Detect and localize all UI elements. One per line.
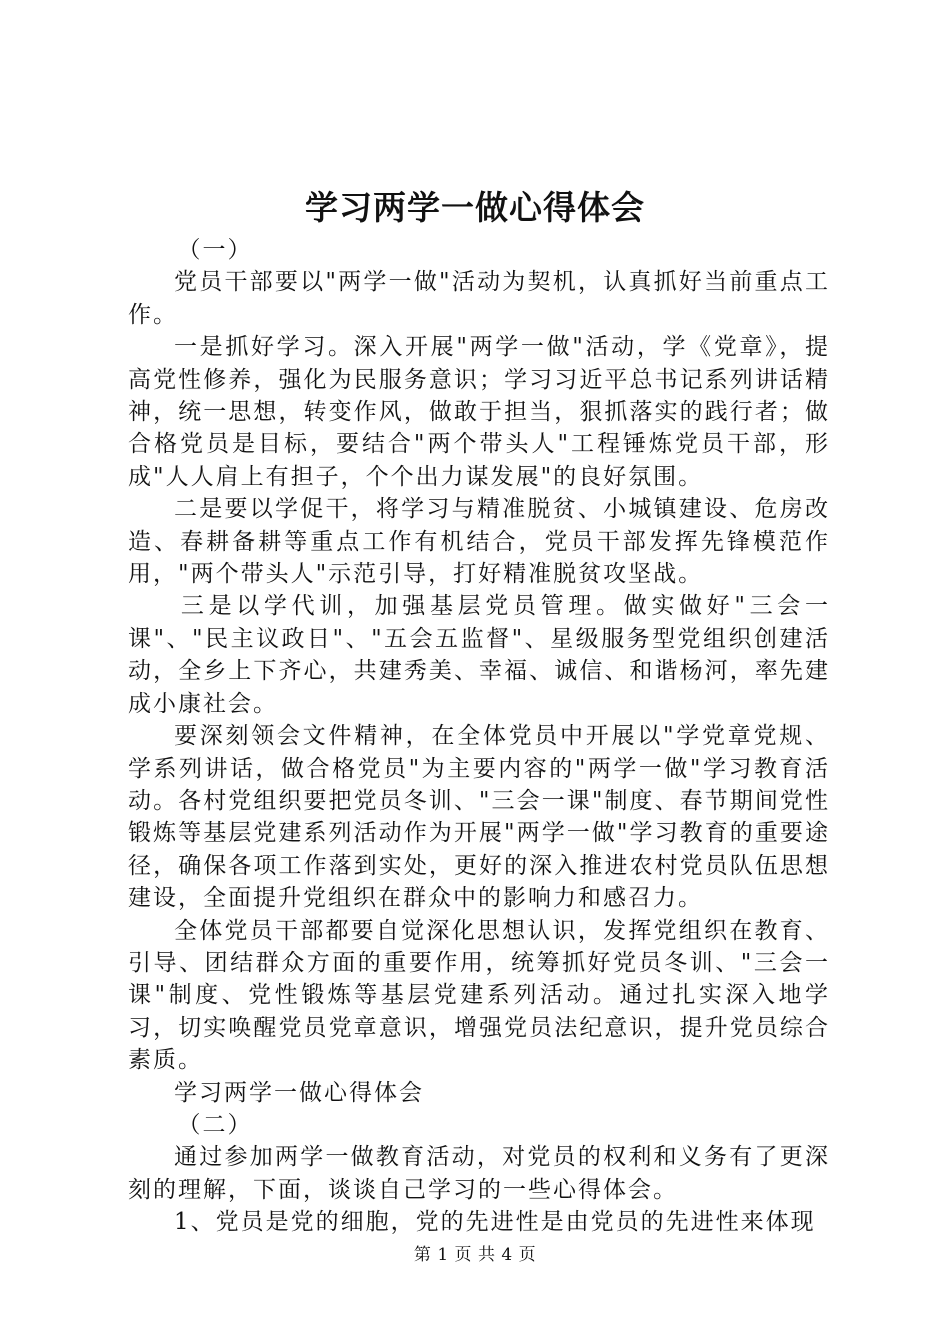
- paragraph: 二是要以学促干，将学习与精准脱贫、小城镇建设、危房改造、春耕备耕等重点工作有机结合，党员干部发挥先锋模范作用，"两个带头人"示范引导，打好精准脱贫攻坚战。: [128, 496, 830, 588]
- document-body: [128, 234, 830, 1239]
- subheading: 学习两学一做心得体会: [174, 1079, 424, 1106]
- document-title: 学习两学一做心得体会: [305, 188, 645, 227]
- paragraph: 通过参加两学一做教育活动，对党员的权利和义务有了更深刻的理解，下面，谈谈自己学习的一些心得体会。: [128, 1144, 830, 1203]
- paragraph: 党员干部要以"两学一做"活动为契机，认真抓好当前重点工作。: [128, 269, 830, 328]
- paragraph: 要深刻领会文件精神，在全体党员中开展以"学党章党规、学系列讲话，做合格党员"为主要内容的"两学一做"学习教育活动。各村党组织要把党员冬训、"三会一课"制度、春节期间党性锻炼等基层党建系列活动作为开展"两学一做"学习教育的重要途径，确保各项工作落到实处，更好的深入推进农村党员队伍思想建设，全面提升党组织在群众中的影响力和感召力。: [128, 723, 830, 912]
- paragraph: 一是抓好学习。深入开展"两学一做"活动，学《党章》，提高党性修养，强化为民服务意识；学习习近平总书记系列讲话精神，统一思想，转变作风，做敢于担当，狠抓落实的践行者；做合格党员是目标，要结合"两个带头人"工程锤炼党员干部，形成"人人肩上有担子，个个出力谋发展"的良好氛围。: [128, 334, 830, 490]
- paragraph: 1、党员是党的细胞，党的先进性是由党员的先进性来体现: [174, 1209, 816, 1236]
- page-footer: 第 1 页 共 4 页: [413, 1245, 537, 1265]
- section-label-one: （一）: [177, 237, 253, 263]
- paragraph: 三是以学代训，加强基层党员管理。做实做好"三会一课"、"民主议政日"、"五会五监督"、星级服务型党组织创建活动，全乡上下齐心，共建秀美、幸福、诚信、和谐杨河，率先建成小康社会。: [128, 593, 830, 717]
- paragraph: 全体党员干部都要自觉深化思想认识，发挥党组织在教育、引导、团结群众方面的重要作用，统筹抓好党员冬训、"三会一课"制度、党性锻炼等基层党建系列活动。通过扎实深入地学习，切实唤醒党员党章意识，增强党员法纪意识，提升党员综合素质。: [128, 917, 830, 1074]
- section-label-two: （二）: [177, 1111, 253, 1138]
